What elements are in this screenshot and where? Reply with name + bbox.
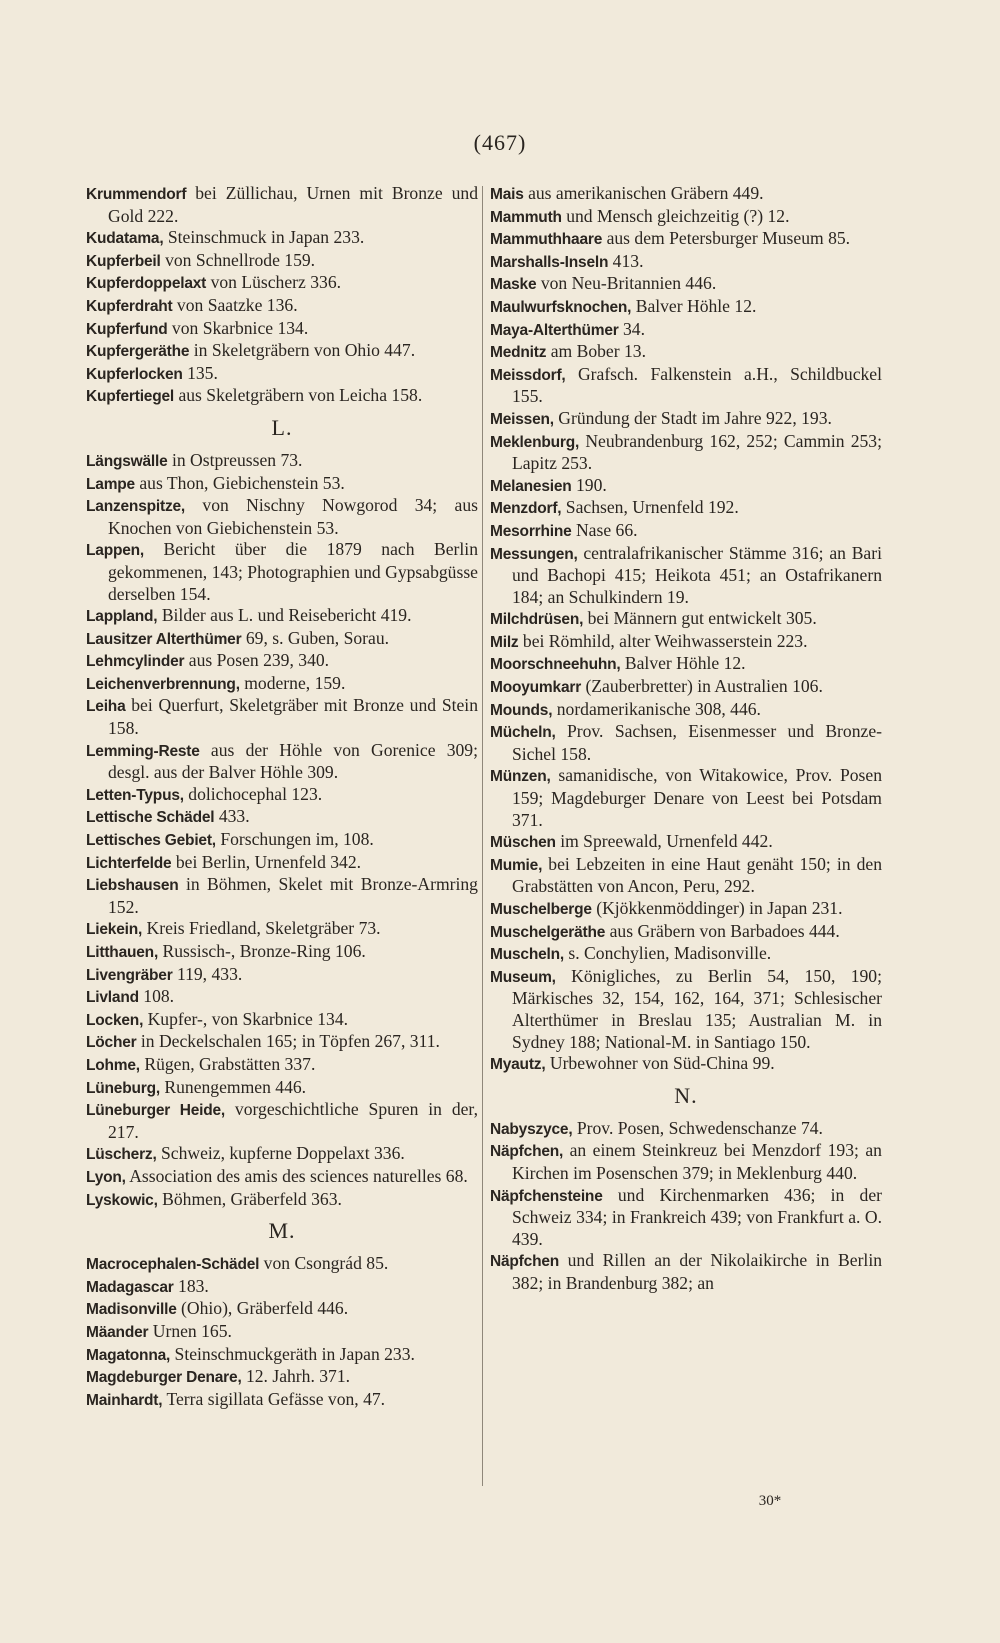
index-description: bei Querfurt, Skeletgräber mit Bronze und Stein 158. <box>108 695 478 739</box>
right-column <box>490 183 882 1295</box>
index-description: Neubrandenburg 162, 252; Cammin 253; Lapitz 253. <box>512 430 882 474</box>
index-term: Letten-Typus, <box>86 786 184 804</box>
index-entry <box>490 273 882 296</box>
index-term: Kupferlocken <box>86 365 183 383</box>
index-description: Russisch-, Bronze-Ring 106. <box>162 941 366 961</box>
index-entry <box>86 318 478 341</box>
index-description: Terra sigillata Gefässe von, 47. <box>166 1388 386 1409</box>
index-entry <box>86 183 478 227</box>
index-entry <box>86 363 478 386</box>
index-description: von Saatzke 136. <box>176 294 298 315</box>
index-entry <box>86 1321 478 1344</box>
index-term: Melanesien <box>490 477 572 495</box>
index-entry <box>490 520 882 543</box>
index-description: an einem Steinkreuz bei Menzdorf 193; an Kirchen im Posenschen 379; in Meklenburg 440. <box>512 1140 882 1183</box>
index-entry <box>86 1031 478 1054</box>
index-entry <box>490 228 882 251</box>
index-term: Lyskowic, <box>86 1191 158 1209</box>
index-entry <box>490 408 882 431</box>
index-description: Urbewohner von Süd-China 99. <box>549 1053 775 1074</box>
index-term: Lettisches Gebiet, <box>86 832 216 850</box>
index-description: 119, 433. <box>176 963 243 984</box>
index-description: Bilder aus L. und Reisebericht 419. <box>161 605 412 626</box>
index-term: Madagascar <box>86 1278 174 1296</box>
index-description: 183. <box>178 1275 209 1296</box>
index-entry <box>86 1253 478 1276</box>
index-term: Liebshausen <box>86 877 179 895</box>
index-term: Münzen, <box>490 768 551 786</box>
index-term: Näpfchensteine <box>490 1187 603 1205</box>
index-entry <box>490 966 882 1053</box>
index-description: Königliches, zu Berlin 54, 150, 190; Märkisches 32, 154, 162, 164, 371; Schlesischer Alterthümer in Breslau 135; Australian M. in Sydney 188; National-M. in Santiago 150. <box>512 965 882 1052</box>
index-description: aus Skeletgräbern von Leicha 158. <box>178 385 423 406</box>
index-entry <box>86 605 478 628</box>
index-entry <box>86 1143 478 1166</box>
index-term: Löcher <box>86 1034 137 1052</box>
index-entry <box>86 495 478 539</box>
page-number: (467) <box>473 130 527 155</box>
index-description: in Deckelschalen 165; in Töpfen 267, 311. <box>140 1031 440 1052</box>
index-description: Nase 66. <box>575 519 638 540</box>
index-term: Mäander <box>86 1323 149 1341</box>
left-column <box>86 183 478 1411</box>
index-description: von Csongrád 85. <box>263 1253 389 1274</box>
index-description: Association des amis des sciences naturelles 68. <box>129 1165 468 1186</box>
index-entry <box>86 295 478 318</box>
index-description: Kreis Friedland, Skeletgräber 73. <box>146 918 381 939</box>
index-term: Livland <box>86 989 139 1007</box>
index-entry <box>86 272 478 295</box>
index-description: Sachsen, Urnenfeld 192. <box>565 497 739 518</box>
index-description: von Nischny Nowgorod 34; aus Knochen von Giebichenstein 53. <box>108 495 478 538</box>
index-description: 433. <box>218 806 250 827</box>
index-entry <box>490 251 882 274</box>
index-description: centralafrikanischer Stämme 316; an Bari und Bachopi 415; Heikota 451; an Ostafrikanern 184; an Schulkindern 19. <box>512 542 882 607</box>
index-term: Mumie, <box>490 856 543 874</box>
index-term: Näpfchen, <box>490 1143 564 1161</box>
index-description: von Lüscherz 336. <box>210 272 342 293</box>
index-description: aus Posen 239, 340. <box>188 650 330 671</box>
index-description: 108. <box>143 986 175 1007</box>
index-entry <box>490 497 882 520</box>
index-term: Kupferbeil <box>86 252 161 270</box>
index-description: Balver Höhle 12. <box>635 295 757 316</box>
index-entry <box>86 1077 478 1100</box>
index-description: im Spreewald, Urnenfeld 442. <box>560 831 773 852</box>
index-description: Prov. Sachsen, Eisenmesser und Bronze-Sichel 158. <box>512 721 882 764</box>
index-term: Kudatama, <box>86 230 164 248</box>
index-description: aus der Höhle von Gorenice 309; desgl. aus der Balver Höhle 309. <box>108 739 478 783</box>
index-entry <box>86 852 478 875</box>
index-term: Locken, <box>86 1011 144 1029</box>
index-entry <box>490 1250 882 1294</box>
index-description: Steinschmuckgeräth in Japan 233. <box>174 1343 415 1364</box>
index-term: Leichenverbrennung, <box>86 675 240 693</box>
index-description: 12. Jahrh. 371. <box>245 1366 351 1387</box>
index-term: Lappland, <box>86 608 158 626</box>
index-entry <box>490 854 882 898</box>
index-description: moderne, 159. <box>244 672 346 693</box>
index-term: Maske <box>490 276 537 294</box>
index-entry <box>86 1099 478 1143</box>
index-description: und Mensch gleichzeitig (?) 12. <box>566 205 790 226</box>
index-entry <box>490 1053 882 1076</box>
index-description: 34. <box>623 318 645 339</box>
index-entry <box>490 183 882 206</box>
index-term: Lappen, <box>86 542 145 560</box>
index-description: aus Thon, Giebichenstein 53. <box>139 472 345 493</box>
index-entry <box>86 473 478 496</box>
index-entry <box>86 1344 478 1367</box>
index-term: Meklenburg, <box>490 433 580 451</box>
index-description: Forschungen im, 108. <box>220 829 374 850</box>
index-entry <box>86 964 478 987</box>
index-term: Lohme, <box>86 1056 140 1074</box>
index-description: bei Züllichau, Urnen mit Bronze und Gold 222. <box>108 183 478 226</box>
index-description: von Skarbnice 134. <box>171 317 309 338</box>
index-description: in Skeletgräbern von Ohio 447. <box>193 340 416 361</box>
index-entry <box>86 1389 478 1412</box>
index-description: Schweiz, kupferne Doppelaxt 336. <box>160 1143 405 1164</box>
index-entry <box>86 806 478 829</box>
index-entry <box>490 296 882 319</box>
index-term: Liekein, <box>86 921 143 939</box>
index-entry <box>490 676 882 699</box>
index-description: 135. <box>187 362 218 383</box>
index-description: nordamerikanische 308, 446. <box>556 698 761 719</box>
index-entry <box>86 1189 478 1212</box>
index-entry <box>86 250 478 273</box>
index-term: Lehmcylinder <box>86 653 185 671</box>
index-term: Meissen, <box>490 410 554 428</box>
index-term: Lanzenspitze, <box>86 498 186 516</box>
index-entry <box>86 1276 478 1299</box>
index-entry <box>490 765 882 831</box>
index-entry <box>86 784 478 807</box>
index-term: Kupfertiegel <box>86 388 175 406</box>
index-term: Maulwurfsknochen, <box>490 298 632 316</box>
index-term: Lichterfelde <box>86 854 172 872</box>
index-term: Lettische Schädel <box>86 809 215 827</box>
index-entry <box>86 650 478 673</box>
index-entry <box>490 831 882 854</box>
index-term: Mooyumkarr <box>490 679 582 697</box>
index-description: von Schnellrode 159. <box>165 249 316 270</box>
index-term: Milchdrüsen, <box>490 611 584 629</box>
index-entry <box>86 340 478 363</box>
index-entry <box>86 1054 478 1077</box>
index-entry <box>490 653 882 676</box>
index-entry <box>86 986 478 1009</box>
index-entry <box>490 898 882 921</box>
signature-mark: 30* <box>758 1493 782 1509</box>
index-description: aus amerikanischen Gräbern 449. <box>528 183 764 203</box>
index-entry <box>86 539 478 605</box>
index-description: Bericht über die 1879 nach Berlin gekommenen, 143; Photographien und Gypsabgüsse derselben 154. <box>108 539 478 604</box>
index-entry <box>490 431 882 475</box>
index-term: Mais <box>490 186 524 203</box>
index-entry <box>490 608 882 631</box>
index-term: Menzdorf, <box>490 500 562 518</box>
index-entry <box>490 1140 882 1184</box>
index-description: (Ohio), Gräberfeld 446. <box>181 1298 349 1319</box>
index-description: bei Lebzeiten in eine Haut genäht 150; in den Grabstätten von Ancon, Peru, 292. <box>512 853 882 897</box>
index-description: Grafsch. Falkenstein a.H., Schildbuckel 155. <box>512 363 882 407</box>
index-term: Milz <box>490 633 519 651</box>
index-term: Lausitzer Alterthümer <box>86 630 242 648</box>
index-description: Urnen 165. <box>152 1320 232 1341</box>
index-entry <box>86 1298 478 1321</box>
column-divider <box>482 186 483 1486</box>
index-description: Steinschmuck in Japan 233. <box>167 227 365 248</box>
index-description: Kupfer-, von Skarbnice 134. <box>147 1008 349 1029</box>
index-term: Muschelberge <box>490 901 592 918</box>
index-entry <box>86 1366 478 1389</box>
index-term: Mounds, <box>490 701 553 719</box>
index-description: bei Römhild, alter Weihwasserstein 223. <box>522 630 808 651</box>
index-term: Magdeburger Denare, <box>86 1369 242 1387</box>
index-description: (Kjökkenmöddinger) in Japan 231. <box>596 898 843 918</box>
index-entry <box>86 1009 478 1032</box>
index-term: Lüneburger Heide, <box>86 1102 226 1120</box>
index-term: Mammuth <box>490 208 562 226</box>
index-term: Mammuthhaare <box>490 231 603 249</box>
index-term: Madisonville <box>86 1301 177 1319</box>
index-term: Näpfchen <box>490 1253 560 1271</box>
index-term: Moorschneehuhn, <box>490 656 621 674</box>
index-term: Müschen <box>490 834 556 852</box>
index-description: 190. <box>575 474 607 495</box>
index-term: Lüscherz, <box>86 1146 157 1164</box>
index-entry <box>86 227 478 250</box>
section-letter-heading: M. <box>268 1218 296 1244</box>
index-entry <box>86 829 478 852</box>
index-entry <box>86 918 478 941</box>
index-term: Messungen, <box>490 545 578 563</box>
index-description: bei Berlin, Urnenfeld 342. <box>175 851 362 872</box>
index-description: und Rillen an der Nikolaikirche in Berlin 382; in Brandenburg 382; an <box>512 1250 882 1293</box>
index-term: Macrocephalen-Schädel <box>86 1256 260 1274</box>
index-term: Kupfergeräthe <box>86 343 190 361</box>
index-description: vorgeschichtliche Spuren in der, 217. <box>108 1099 478 1142</box>
index-description: am Bober 13. <box>550 341 646 362</box>
index-term: Mücheln, <box>490 724 556 742</box>
index-term: Meissdorf, <box>490 366 566 384</box>
index-term: Museum, <box>490 968 556 986</box>
index-description: (Zauberbretter) in Australien 106. <box>585 676 823 697</box>
index-description: und Kirchenmarken 436; in der Schweiz 334; in Frankreich 439; von Frankfurt a. O. 439. <box>512 1184 882 1249</box>
index-description: Balver Höhle 12. <box>624 653 746 674</box>
index-entry <box>86 740 478 784</box>
index-description: in Ostpreussen 73. <box>171 449 303 470</box>
index-term: Magatonna, <box>86 1346 171 1364</box>
index-entry <box>490 1118 882 1141</box>
index-description: aus Gräbern von Barbadoes 444. <box>609 920 840 941</box>
index-description: 413. <box>612 250 644 271</box>
index-entry <box>490 364 882 408</box>
index-entry <box>86 385 478 408</box>
index-description: aus dem Petersburger Museum 85. <box>606 228 851 249</box>
index-term: Längswälle <box>86 452 168 470</box>
index-description: dolichocephal 123. <box>188 783 323 804</box>
index-description: Gründung der Stadt im Jahre 922, 193. <box>558 407 832 428</box>
index-description: von Neu-Britannien 446. <box>540 273 717 294</box>
index-description: Runengemmen 446. <box>164 1076 307 1097</box>
index-entry <box>490 943 882 966</box>
index-description: Böhmen, Gräberfeld 363. <box>162 1188 342 1209</box>
index-term: Lampe <box>86 475 135 493</box>
section-letter-heading: N. <box>674 1082 698 1108</box>
section-letter-heading: L. <box>271 414 293 440</box>
index-term: Litthauen, <box>86 944 159 961</box>
index-entry <box>490 341 882 364</box>
index-description: Prov. Posen, Schwedenschanze 74. <box>576 1117 823 1138</box>
index-term: Mainhardt, <box>86 1391 163 1409</box>
index-term: Lemming-Reste <box>86 742 200 760</box>
index-entry <box>86 673 478 696</box>
index-term: Nabyszyce, <box>490 1120 573 1138</box>
index-entry <box>86 695 478 739</box>
index-entry <box>490 631 882 654</box>
index-entry <box>86 450 478 473</box>
index-term: Maya-Alterthümer <box>490 321 619 339</box>
index-entry <box>490 319 882 342</box>
index-term: Krummendorf <box>86 186 187 203</box>
index-term: Leiha <box>86 698 126 716</box>
index-entry <box>86 941 478 964</box>
index-term: Muschelgeräthe <box>490 923 606 941</box>
index-term: Lüneburg, <box>86 1079 160 1097</box>
index-description: s. Conchylien, Madisonville. <box>568 943 772 964</box>
index-term: Kupferdoppelaxt <box>86 275 207 293</box>
index-term: Marshalls-Inseln <box>490 253 609 271</box>
index-term: Muscheln, <box>490 946 564 964</box>
index-description: 69, s. Guben, Sorau. <box>245 627 390 648</box>
index-term: Livengräber <box>86 966 173 984</box>
index-term: Kupferdraht <box>86 297 173 315</box>
index-entry <box>490 1185 882 1251</box>
index-entry <box>490 475 882 498</box>
index-entry <box>490 543 882 609</box>
index-description: in Böhmen, Skelet mit Bronze-Armring 152. <box>108 874 478 917</box>
index-description: Rügen, Grabstätten 337. <box>144 1053 316 1074</box>
index-description: bei Männern gut entwickelt 305. <box>587 608 817 629</box>
index-description: samanidische, von Witakowice, Prov. Posen 159; Magdeburger Denare von Leest bei Potsdam 371. <box>512 765 882 830</box>
index-entry <box>86 1166 478 1189</box>
index-entry <box>490 921 882 944</box>
index-term: Kupferfund <box>86 320 168 338</box>
index-entry <box>490 206 882 229</box>
index-term: Mednitz <box>490 344 547 362</box>
index-term: Myautz, <box>490 1056 546 1074</box>
index-entry <box>490 721 882 765</box>
index-entry <box>86 874 478 918</box>
index-entry <box>86 628 478 651</box>
index-term: Mesorrhine <box>490 522 572 540</box>
index-term: Lyon, <box>86 1168 126 1186</box>
index-entry <box>490 699 882 722</box>
